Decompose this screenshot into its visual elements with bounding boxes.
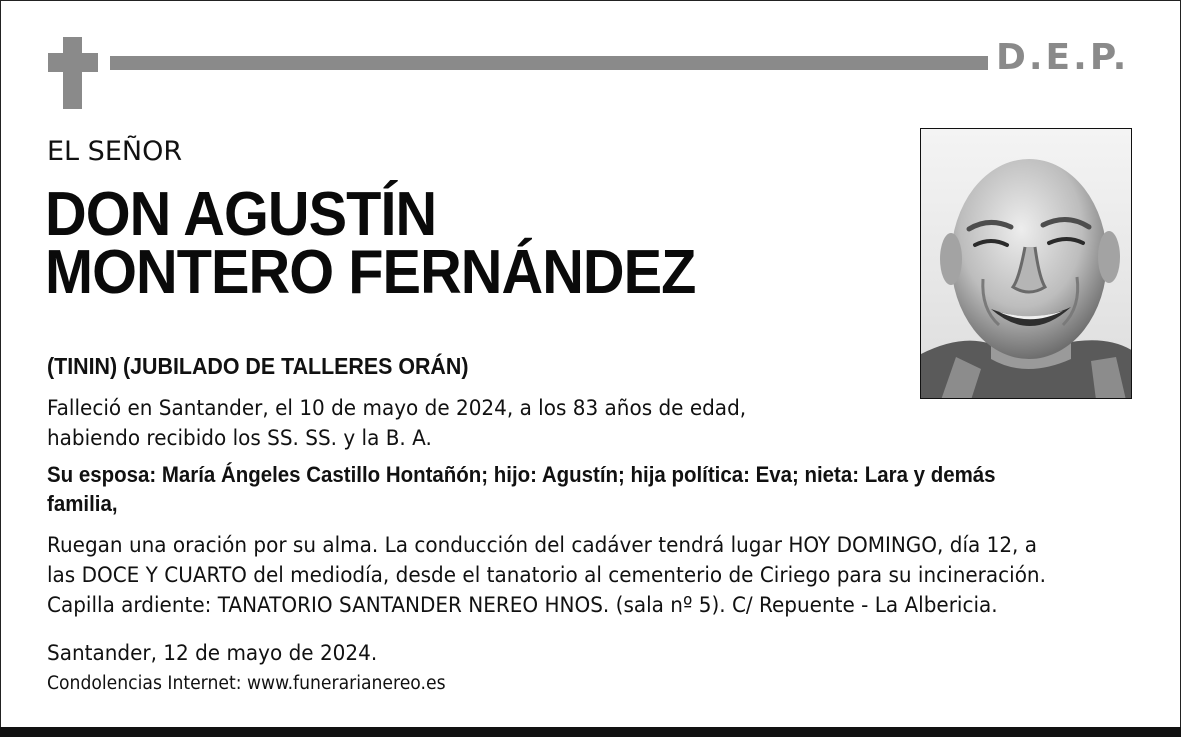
- death-notice-line2: habiendo recibido los SS. SS. y la B. A.: [47, 426, 432, 451]
- portrait-photo: [920, 128, 1132, 399]
- deceased-name-line1: DON AGUSTÍN: [45, 180, 437, 249]
- condolences-link: Condolencias Internet: www.funerarianereo.es: [47, 673, 446, 694]
- place-date: Santander, 12 de mayo de 2024.: [47, 641, 378, 666]
- funeral-line1: Ruegan una oración por su alma. La conducción del cadáver tendrá lugar HOY DOMINGO, día 12, a: [47, 533, 1038, 558]
- deceased-nickname: (TININ) (JUBILADO DE TALLERES ORÁN): [47, 353, 469, 379]
- family-list: Su esposa: María Ángeles Castillo Hontañón; hijo: Agustín; hija política: Eva; nieta: Lara y demás familia,: [47, 462, 996, 516]
- funeral-details: [47, 531, 1046, 621]
- portrait-photo-graphic: [921, 129, 1132, 399]
- deceased-name-line2: MONTERO FERNÁNDEZ: [45, 238, 696, 307]
- cross-icon: [63, 37, 82, 109]
- bottom-rule: [0, 727, 1181, 737]
- dep-label: D.E.P.: [996, 37, 1130, 78]
- death-notice: [47, 394, 746, 454]
- deceased-name: [45, 180, 696, 307]
- funeral-line2: las DOCE Y CUARTO del mediodía, desde el tanatorio al cementerio de Ciriego para su incineración.: [47, 563, 1046, 588]
- header-rule: [110, 56, 988, 70]
- funeral-line3: Capilla ardiente: TANATORIO SANTANDER NEREO HNOS. (sala nº 5). C/ Repuente - La Albericia.: [47, 593, 998, 618]
- cross-icon-bar: [48, 53, 98, 72]
- salutation: EL SEÑOR: [47, 136, 183, 167]
- death-notice-line1: Falleció en Santander, el 10 de mayo de 2024, a los 83 años de edad,: [47, 396, 747, 421]
